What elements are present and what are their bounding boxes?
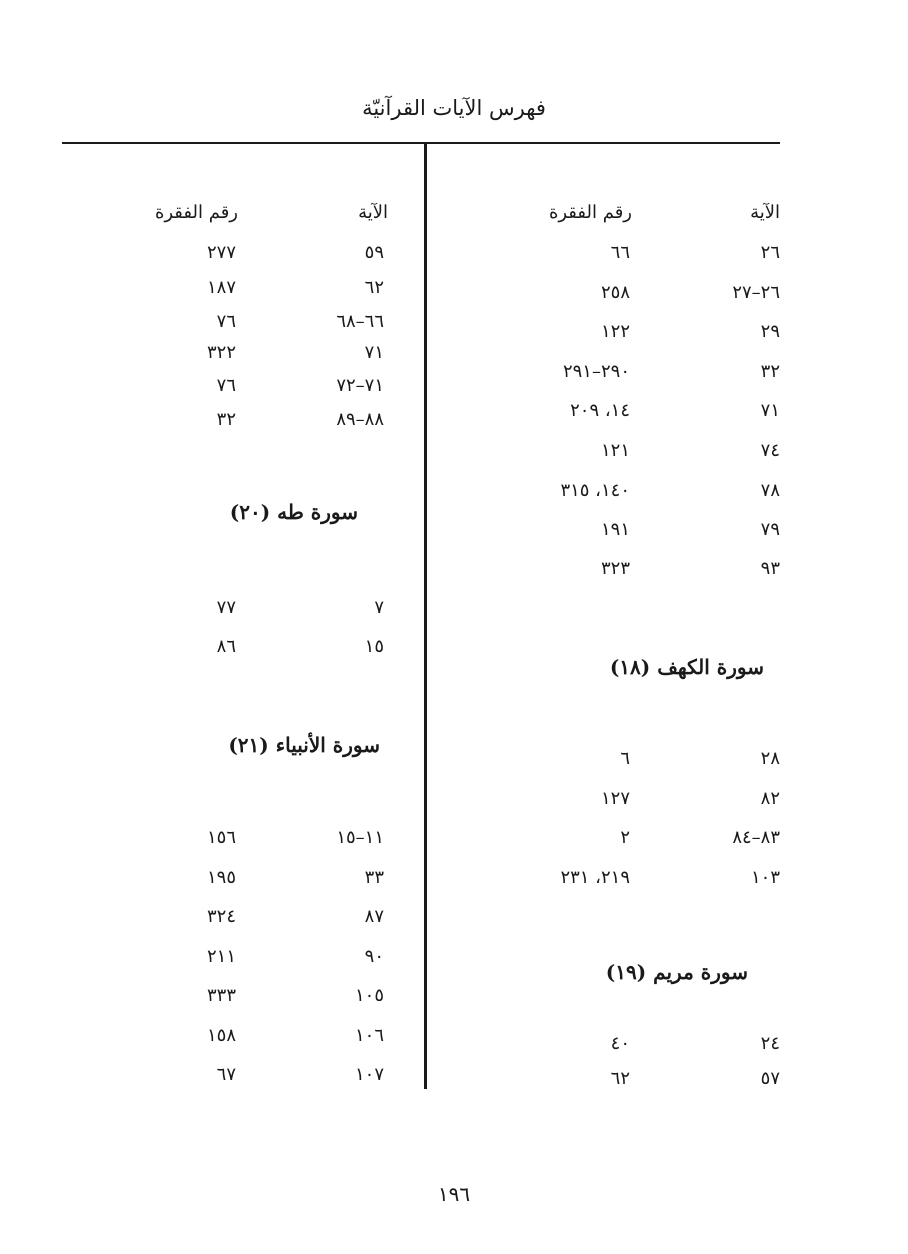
left-row-ayah: ٥٩ [364, 242, 384, 263]
left-row-ayah: ١١–١٥ [336, 827, 384, 848]
surah-heading-maryam: سورة مريم (١٩) [605, 960, 748, 984]
right-row-para: ٢ [620, 827, 630, 848]
left-row-para: ٦٧ [216, 1064, 236, 1085]
left-row-para: ١٥٦ [206, 827, 236, 848]
left-row-ayah: ٩٠ [364, 946, 384, 967]
left-row-para: ٢١١ [206, 946, 236, 967]
surah-heading-kahf: سورة الكهف (١٨) [609, 655, 764, 679]
right-row-ayah: ٣٢ [760, 361, 780, 382]
left-col-header-ayah: الآية [358, 202, 388, 223]
left-row-ayah: ١٠٦ [354, 1025, 384, 1046]
left-row-ayah: ٣٣ [364, 867, 384, 888]
right-row-ayah: ٨٢ [760, 788, 780, 809]
right-row-ayah: ١٠٣ [750, 867, 780, 888]
right-row-para: ٦٢ [610, 1068, 630, 1089]
left-row-ayah: ٨٧ [364, 906, 384, 927]
right-row-ayah: ٧٩ [760, 519, 780, 540]
left-row-para: ٣٢ [216, 409, 236, 430]
right-row-para: ٦ [620, 748, 630, 769]
left-row-para: ٨٦ [216, 636, 236, 657]
left-row-ayah: ٧١–٧٢ [336, 375, 384, 396]
right-row-para: ٦٦ [610, 242, 630, 263]
surah-heading-anbiya: سورة الأنبياء (٢١) [228, 733, 380, 757]
right-row-para: ١٤٠، ٣١٥ [560, 480, 630, 501]
right-col-header-para: رقم الفقرة [548, 202, 632, 223]
right-row-ayah: ٧٨ [760, 480, 780, 501]
running-header: فهرس الآيات القرآنيّة [362, 96, 546, 120]
left-row-para: ٧٦ [216, 375, 236, 396]
left-row-ayah: ٧١ [364, 342, 384, 363]
right-row-ayah: ٩٣ [760, 558, 780, 579]
page-number: ١٩٦ [437, 1182, 471, 1206]
left-row-para: ١٨٧ [206, 277, 236, 298]
left-row-ayah: ٨٨–٨٩ [336, 409, 384, 430]
right-row-ayah: ٧١ [760, 400, 780, 421]
left-row-ayah: ٦٦–٦٨ [336, 311, 384, 332]
left-row-para: ١٥٨ [206, 1025, 236, 1046]
right-row-para: ٢٥٨ [600, 282, 630, 303]
right-row-para: ٣٢٣ [600, 558, 630, 579]
right-row-ayah: ٢٦ [760, 242, 780, 263]
left-row-para: ٧٦ [216, 311, 236, 332]
right-row-para: ١٢٢ [600, 321, 630, 342]
left-col-header-para: رقم الفقرة [154, 202, 238, 223]
header-rule [62, 142, 780, 144]
right-row-para: ٤٠ [610, 1033, 630, 1054]
right-row-ayah: ٥٧ [760, 1068, 780, 1089]
left-row-para: ٣٣٣ [206, 985, 236, 1006]
left-row-para: ٣٢٢ [206, 342, 236, 363]
right-row-para: ١٤، ٢٠٩ [570, 400, 630, 421]
surah-heading-taha: سورة طه (٢٠) [229, 500, 358, 524]
right-row-para: ٢١٩، ٢٣١ [560, 867, 630, 888]
left-row-ayah: ١٥ [364, 636, 384, 657]
left-row-para: ٣٢٤ [206, 906, 236, 927]
left-row-ayah: ٧ [374, 597, 384, 618]
left-row-para: ١٩٥ [206, 867, 236, 888]
right-row-ayah: ٢٩ [760, 321, 780, 342]
left-row-ayah: ١٠٥ [354, 985, 384, 1006]
left-row-ayah: ٦٢ [364, 277, 384, 298]
right-row-ayah: ٢٤ [760, 1033, 780, 1054]
left-row-para: ٢٧٧ [206, 242, 236, 263]
right-row-para: ٢٩٠–٢٩١ [562, 361, 630, 382]
right-row-para: ١٩١ [600, 519, 630, 540]
right-row-ayah: ٨٣–٨٤ [732, 827, 780, 848]
left-row-ayah: ١٠٧ [354, 1064, 384, 1085]
right-row-ayah: ٢٦–٢٧ [732, 282, 780, 303]
right-row-ayah: ٧٤ [760, 440, 780, 461]
right-row-ayah: ٢٨ [760, 748, 780, 769]
column-divider [424, 143, 427, 1089]
right-col-header-ayah: الآية [750, 202, 780, 223]
left-row-para: ٧٧ [216, 597, 236, 618]
right-row-para: ١٢١ [600, 440, 630, 461]
right-row-para: ١٢٧ [600, 788, 630, 809]
